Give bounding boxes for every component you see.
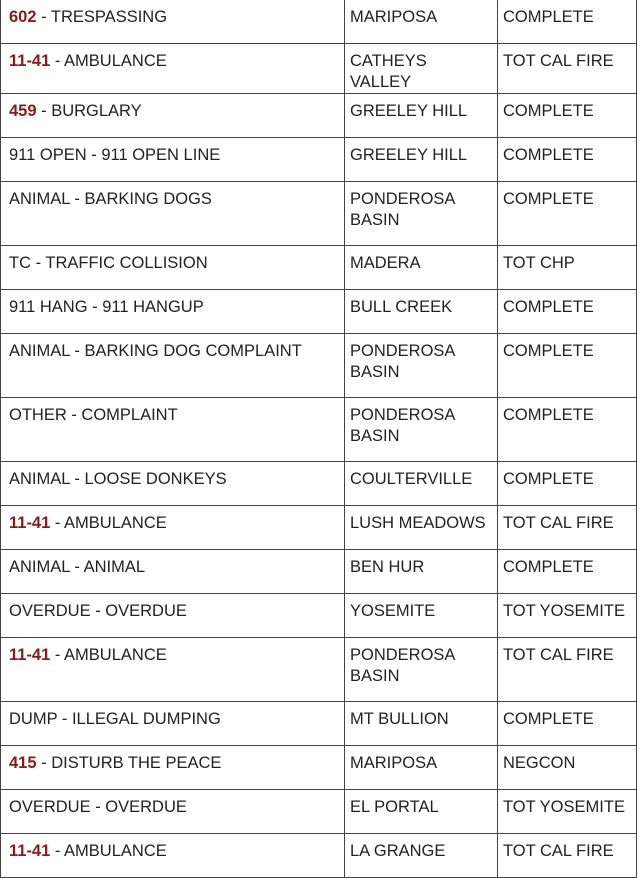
location-cell: PONDEROSA BASIN bbox=[345, 182, 498, 246]
incident-code: 11-41 bbox=[9, 514, 51, 532]
location-cell: GREELEY HILL bbox=[345, 138, 498, 182]
incident-code: 911 OPEN bbox=[9, 146, 87, 164]
table-row bbox=[1, 790, 637, 834]
status-cell: COMPLETE bbox=[498, 290, 637, 334]
location-cell: BULL CREEK bbox=[345, 290, 498, 334]
status-cell: COMPLETE bbox=[498, 550, 637, 594]
location-cell: BEN HUR bbox=[345, 550, 498, 594]
table-row bbox=[1, 182, 637, 246]
incident-description: - BARKING DOG COMPLAINT bbox=[69, 342, 302, 360]
status-cell: COMPLETE bbox=[498, 334, 637, 398]
incident-type-cell bbox=[1, 246, 345, 290]
incident-type-cell bbox=[1, 834, 345, 878]
incident-type-cell bbox=[1, 594, 345, 638]
incident-type-cell bbox=[1, 550, 345, 594]
incident-type-cell bbox=[1, 138, 345, 182]
incident-type-cell bbox=[1, 462, 345, 506]
location-cell: MADERA bbox=[345, 246, 498, 290]
table-row bbox=[1, 0, 637, 44]
incident-code: ANIMAL bbox=[9, 190, 70, 208]
table-row bbox=[1, 702, 637, 746]
incident-description: - AMBULANCE bbox=[50, 646, 167, 664]
status-cell: COMPLETE bbox=[498, 182, 637, 246]
status-cell: TOT CAL FIRE bbox=[498, 638, 637, 702]
incident-code: DUMP bbox=[9, 710, 58, 728]
incident-description: - ANIMAL bbox=[69, 558, 146, 576]
incident-type-cell bbox=[1, 790, 345, 834]
incident-description: - ILLEGAL DUMPING bbox=[57, 710, 221, 728]
status-cell: TOT CAL FIRE bbox=[498, 44, 637, 94]
incident-code: OVERDUE bbox=[9, 798, 91, 816]
table-row bbox=[1, 550, 637, 594]
table-row bbox=[1, 506, 637, 550]
location-cell: LUSH MEADOWS bbox=[345, 506, 498, 550]
incident-code: TC bbox=[9, 254, 31, 272]
location-cell: YOSEMITE bbox=[345, 594, 498, 638]
incident-description: - AMBULANCE bbox=[50, 514, 167, 532]
incident-log-body bbox=[1, 0, 637, 878]
table-row bbox=[1, 246, 637, 290]
status-cell: COMPLETE bbox=[498, 702, 637, 746]
table-row bbox=[1, 398, 637, 462]
table-row bbox=[1, 638, 637, 702]
status-cell: COMPLETE bbox=[498, 462, 637, 506]
incident-description: - BURGLARY bbox=[36, 102, 142, 120]
incident-description: - COMPLAINT bbox=[66, 406, 178, 424]
incident-type-cell bbox=[1, 44, 345, 94]
incident-type-cell bbox=[1, 290, 345, 334]
location-cell: MARIPOSA bbox=[345, 746, 498, 790]
incident-code: 11-41 bbox=[9, 52, 51, 70]
incident-code: 602 bbox=[9, 8, 37, 26]
incident-code: 415 bbox=[9, 754, 37, 772]
status-cell: TOT CAL FIRE bbox=[498, 834, 637, 878]
incident-description: - OVERDUE bbox=[90, 602, 187, 620]
incident-code: 11-41 bbox=[9, 646, 51, 664]
incident-code: ANIMAL bbox=[9, 558, 70, 576]
incident-type-cell bbox=[1, 0, 345, 44]
incident-type-cell bbox=[1, 398, 345, 462]
location-cell: PONDEROSA BASIN bbox=[345, 334, 498, 398]
incident-description: - AMBULANCE bbox=[50, 842, 167, 860]
location-cell: COULTERVILLE bbox=[345, 462, 498, 506]
incident-description: - 911 HANGUP bbox=[87, 298, 204, 316]
location-cell: CATHEYS VALLEY bbox=[345, 44, 498, 94]
location-cell: PONDEROSA BASIN bbox=[345, 398, 498, 462]
incident-code: 459 bbox=[9, 102, 37, 120]
location-cell: MT BULLION bbox=[345, 702, 498, 746]
incident-code: 11-41 bbox=[9, 842, 51, 860]
status-cell: COMPLETE bbox=[498, 398, 637, 462]
incident-description: - DISTURB THE PEACE bbox=[36, 754, 222, 772]
status-cell: COMPLETE bbox=[498, 94, 637, 138]
location-cell: LA GRANGE bbox=[345, 834, 498, 878]
table-row bbox=[1, 462, 637, 506]
table-row bbox=[1, 138, 637, 182]
status-cell: TOT YOSEMITE bbox=[498, 790, 637, 834]
status-cell: TOT CHP bbox=[498, 246, 637, 290]
incident-code: 911 HANG bbox=[9, 298, 88, 316]
incident-description: - TRESPASSING bbox=[36, 8, 168, 26]
table-row bbox=[1, 94, 637, 138]
status-cell: TOT CAL FIRE bbox=[498, 506, 637, 550]
incident-type-cell bbox=[1, 334, 345, 398]
incident-type-cell bbox=[1, 746, 345, 790]
location-cell: GREELEY HILL bbox=[345, 94, 498, 138]
incident-code: ANIMAL bbox=[9, 342, 70, 360]
incident-code: ANIMAL bbox=[9, 470, 70, 488]
status-cell: TOT YOSEMITE bbox=[498, 594, 637, 638]
table-row bbox=[1, 44, 637, 94]
incident-description: - OVERDUE bbox=[90, 798, 187, 816]
incident-description: - LOOSE DONKEYS bbox=[69, 470, 227, 488]
table-row bbox=[1, 334, 637, 398]
table-row bbox=[1, 290, 637, 334]
incident-type-cell bbox=[1, 94, 345, 138]
status-cell: NEGCON bbox=[498, 746, 637, 790]
location-cell: PONDEROSA BASIN bbox=[345, 638, 498, 702]
incident-description: - 911 OPEN LINE bbox=[86, 146, 221, 164]
table-row bbox=[1, 746, 637, 790]
status-cell: COMPLETE bbox=[498, 0, 637, 44]
incident-description: - BARKING DOGS bbox=[69, 190, 212, 208]
location-cell: MARIPOSA bbox=[345, 0, 498, 44]
incident-type-cell bbox=[1, 638, 345, 702]
status-cell: COMPLETE bbox=[498, 138, 637, 182]
incident-type-cell bbox=[1, 506, 345, 550]
location-cell: EL PORTAL bbox=[345, 790, 498, 834]
incident-description: - AMBULANCE bbox=[50, 52, 167, 70]
incident-description: - TRAFFIC COLLISION bbox=[31, 254, 208, 272]
table-row bbox=[1, 594, 637, 638]
table-row bbox=[1, 834, 637, 878]
incident-type-cell bbox=[1, 182, 345, 246]
incident-code: OTHER bbox=[9, 406, 67, 424]
incident-code: OVERDUE bbox=[9, 602, 91, 620]
incident-type-cell bbox=[1, 702, 345, 746]
